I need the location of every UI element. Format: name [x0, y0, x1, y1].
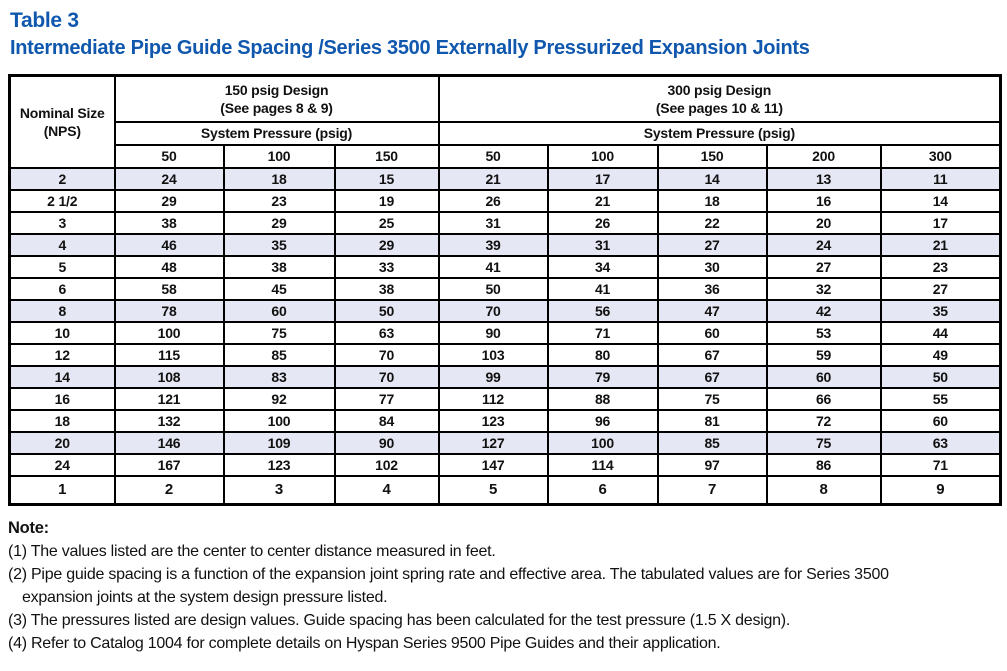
column-index-cell: 8: [767, 476, 881, 505]
spacing-value-cell: 70: [439, 300, 548, 322]
note-item: (3) The pressures listed are design values. Guide spacing has been calculated for the test pressure (1.5 X design).: [8, 612, 791, 629]
spacing-value-cell: 83: [224, 366, 335, 388]
spacing-value-cell: 45: [224, 278, 335, 300]
spacing-value-cell: 35: [881, 300, 1001, 322]
note-item: (1) The values listed are the center to center distance measured in feet.: [8, 543, 496, 560]
table-row: [10, 388, 1001, 410]
spacing-value-cell: 44: [881, 322, 1001, 344]
pressure-column-header: 50: [439, 145, 548, 168]
note-items: [8, 540, 960, 655]
table-row: [10, 212, 1001, 234]
spacing-value-cell: 63: [335, 322, 439, 344]
spacing-value-cell: 19: [335, 190, 439, 212]
table-row: [10, 168, 1001, 190]
spacing-value-cell: 47: [658, 300, 767, 322]
spacing-value-cell: 41: [548, 278, 658, 300]
table-row: [10, 278, 1001, 300]
spacing-value-cell: 147: [439, 454, 548, 476]
group-header-150psig-subtitle: (See pages 8 & 9): [220, 99, 333, 116]
column-index-row: [10, 476, 1001, 505]
group-header-300psig-subtitle: (See pages 10 & 11): [655, 99, 783, 116]
spacing-value-cell: 70: [335, 366, 439, 388]
spacing-value-cell: 50: [439, 278, 548, 300]
spacing-value-cell: 34: [548, 256, 658, 278]
spacing-value-cell: 17: [548, 168, 658, 190]
spacing-value-cell: 132: [115, 410, 224, 432]
pressure-column-header: 200: [767, 145, 881, 168]
spacing-value-cell: 100: [115, 322, 224, 344]
spacing-value-cell: 58: [115, 278, 224, 300]
spacing-value-cell: 26: [439, 190, 548, 212]
spacing-value-cell: 18: [658, 190, 767, 212]
spacing-value-cell: 32: [767, 278, 881, 300]
column-index-cell: 9: [881, 476, 1001, 505]
spacing-value-cell: 14: [658, 168, 767, 190]
spacing-value-cell: 80: [548, 344, 658, 366]
nominal-size-cell: 14: [10, 366, 115, 388]
spacing-value-cell: 115: [115, 344, 224, 366]
title-block: [0, 0, 1007, 60]
spacing-value-cell: 75: [767, 432, 881, 454]
spacing-value-cell: 29: [115, 190, 224, 212]
page-title: Table 3: [10, 9, 79, 32]
nominal-size-cell: 4: [10, 234, 115, 256]
spacing-value-cell: 38: [115, 212, 224, 234]
spacing-value-cell: 33: [335, 256, 439, 278]
corner-header-line1: Nominal Size: [19, 104, 105, 121]
nominal-size-cell: 10: [10, 322, 115, 344]
spacing-value-cell: 18: [224, 168, 335, 190]
spacing-value-cell: 109: [224, 432, 335, 454]
spacing-value-cell: 16: [767, 190, 881, 212]
spacing-value-cell: 67: [658, 344, 767, 366]
nominal-size-cell: 20: [10, 432, 115, 454]
pressure-label-150psig: System Pressure (psig): [115, 122, 439, 145]
spacing-value-cell: 21: [439, 168, 548, 190]
spacing-value-cell: 100: [224, 410, 335, 432]
spacing-value-cell: 99: [439, 366, 548, 388]
spacing-value-cell: 15: [335, 168, 439, 190]
spacing-value-cell: 88: [548, 388, 658, 410]
spacing-value-cell: 17: [881, 212, 1001, 234]
spacing-value-cell: 123: [439, 410, 548, 432]
spacing-value-cell: 60: [224, 300, 335, 322]
table-row: [10, 300, 1001, 322]
spacing-value-cell: 75: [224, 322, 335, 344]
table-row: [10, 344, 1001, 366]
spacing-value-cell: 30: [658, 256, 767, 278]
spacing-value-cell: 123: [224, 454, 335, 476]
spacing-value-cell: 97: [658, 454, 767, 476]
column-index-cell: 3: [224, 476, 335, 505]
spacing-value-cell: 72: [767, 410, 881, 432]
spacing-value-cell: 60: [881, 410, 1001, 432]
spacing-value-cell: 66: [767, 388, 881, 410]
nominal-size-cell: 3: [10, 212, 115, 234]
table-row: [10, 366, 1001, 388]
spacing-value-cell: 21: [881, 234, 1001, 256]
spacing-value-cell: 50: [881, 366, 1001, 388]
spacing-value-cell: 70: [335, 344, 439, 366]
column-index-cell: 5: [439, 476, 548, 505]
column-header-row: [10, 145, 1001, 168]
spacing-value-cell: 127: [439, 432, 548, 454]
spacing-value-cell: 121: [115, 388, 224, 410]
spacing-value-cell: 56: [548, 300, 658, 322]
spacing-value-cell: 60: [658, 322, 767, 344]
note-item: (4) Refer to Catalog 1004 for complete details on Hyspan Series 9500 Pipe Guides and their application.: [8, 635, 721, 652]
spacing-value-cell: 24: [767, 234, 881, 256]
spacing-value-cell: 42: [767, 300, 881, 322]
nominal-size-cell: 12: [10, 344, 115, 366]
pressure-label-300psig: System Pressure (psig): [439, 122, 1001, 145]
table-row: [10, 256, 1001, 278]
spacing-value-cell: 14: [881, 190, 1001, 212]
spacing-value-cell: 50: [335, 300, 439, 322]
spacing-value-cell: 13: [767, 168, 881, 190]
nominal-size-cell: 18: [10, 410, 115, 432]
spacing-value-cell: 20: [767, 212, 881, 234]
spacing-value-cell: 63: [881, 432, 1001, 454]
nominal-size-cell: 8: [10, 300, 115, 322]
spacing-value-cell: 23: [224, 190, 335, 212]
spacing-value-cell: 27: [881, 278, 1001, 300]
nominal-size-cell: 2: [10, 168, 115, 190]
table-row: [10, 410, 1001, 432]
corner-header-nominal-size: [10, 76, 115, 168]
spacing-value-cell: 31: [439, 212, 548, 234]
nominal-size-cell: 16: [10, 388, 115, 410]
column-index-cell: 1: [10, 476, 115, 505]
spacing-value-cell: 167: [115, 454, 224, 476]
group-header-300psig-title: 300 psig Design: [667, 81, 772, 98]
nominal-size-cell: 24: [10, 454, 115, 476]
column-index-cell: 7: [658, 476, 767, 505]
spacing-value-cell: 49: [881, 344, 1001, 366]
nominal-size-cell: 2 1/2: [10, 190, 115, 212]
spacing-value-cell: 103: [439, 344, 548, 366]
notes: [8, 517, 960, 655]
spacing-value-cell: 84: [335, 410, 439, 432]
spacing-value-cell: 90: [335, 432, 439, 454]
spacing-value-cell: 92: [224, 388, 335, 410]
spacing-value-cell: 22: [658, 212, 767, 234]
group-header-150psig: [115, 76, 439, 122]
pressure-column-header: 100: [548, 145, 658, 168]
spacing-value-cell: 27: [767, 256, 881, 278]
spacing-value-cell: 75: [658, 388, 767, 410]
pressure-column-header: 300: [881, 145, 1001, 168]
spacing-value-cell: 59: [767, 344, 881, 366]
nominal-size-cell: 5: [10, 256, 115, 278]
pressure-column-header: 50: [115, 145, 224, 168]
column-index-cell: 2: [115, 476, 224, 505]
pressure-column-header: 100: [224, 145, 335, 168]
column-index-cell: 6: [548, 476, 658, 505]
spacing-value-cell: 25: [335, 212, 439, 234]
spacing-value-cell: 48: [115, 256, 224, 278]
spacing-value-cell: 29: [335, 234, 439, 256]
group-header-300psig: [439, 76, 1001, 122]
spacing-value-cell: 108: [115, 366, 224, 388]
nominal-size-cell: 6: [10, 278, 115, 300]
spacing-value-cell: 78: [115, 300, 224, 322]
column-index-cell: 4: [335, 476, 439, 505]
spacing-value-cell: 55: [881, 388, 1001, 410]
spacing-value-cell: 71: [881, 454, 1001, 476]
spacing-value-cell: 35: [224, 234, 335, 256]
spacing-value-cell: 26: [548, 212, 658, 234]
table-row: [10, 234, 1001, 256]
spacing-value-cell: 39: [439, 234, 548, 256]
note-item: (2) Pipe guide spacing is a function of the expansion joint spring rate and effective area. The tabulated values are for Series 3500 expansion joints at the system design pressure listed.: [8, 566, 889, 606]
pressure-column-header: 150: [658, 145, 767, 168]
spacing-value-cell: 27: [658, 234, 767, 256]
spacing-value-cell: 85: [224, 344, 335, 366]
group-header-150psig-title: 150 psig Design: [224, 81, 329, 98]
spacing-value-cell: 29: [224, 212, 335, 234]
spacing-value-cell: 112: [439, 388, 548, 410]
spacing-value-cell: 53: [767, 322, 881, 344]
table-row: [10, 190, 1001, 212]
spacing-value-cell: 100: [548, 432, 658, 454]
table-row: [10, 454, 1001, 476]
spacing-value-cell: 36: [658, 278, 767, 300]
spacing-value-cell: 77: [335, 388, 439, 410]
pipe-guide-spacing-table: [8, 74, 1002, 506]
corner-header-line2: (NPS): [43, 122, 81, 139]
spacing-value-cell: 11: [881, 168, 1001, 190]
table-body: [10, 168, 1001, 476]
spacing-value-cell: 38: [335, 278, 439, 300]
spacing-value-cell: 79: [548, 366, 658, 388]
page-subtitle: Intermediate Pipe Guide Spacing /Series 3500 Externally Pressurized Expansion Joints: [10, 37, 810, 59]
spacing-value-cell: 114: [548, 454, 658, 476]
spacing-value-cell: 86: [767, 454, 881, 476]
spacing-value-cell: 146: [115, 432, 224, 454]
spacing-value-cell: 96: [548, 410, 658, 432]
spacing-value-cell: 67: [658, 366, 767, 388]
table-row: [10, 322, 1001, 344]
spacing-value-cell: 41: [439, 256, 548, 278]
spacing-value-cell: 24: [115, 168, 224, 190]
spacing-value-cell: 38: [224, 256, 335, 278]
spacing-value-cell: 31: [548, 234, 658, 256]
spacing-value-cell: 90: [439, 322, 548, 344]
spacing-value-cell: 46: [115, 234, 224, 256]
spacing-value-cell: 102: [335, 454, 439, 476]
spacing-value-cell: 85: [658, 432, 767, 454]
table-row: [10, 432, 1001, 454]
pressure-column-header: 150: [335, 145, 439, 168]
spacing-value-cell: 60: [767, 366, 881, 388]
notes-heading: Note:: [8, 519, 49, 537]
spacing-value-cell: 21: [548, 190, 658, 212]
spacing-value-cell: 81: [658, 410, 767, 432]
spacing-value-cell: 23: [881, 256, 1001, 278]
spacing-value-cell: 71: [548, 322, 658, 344]
